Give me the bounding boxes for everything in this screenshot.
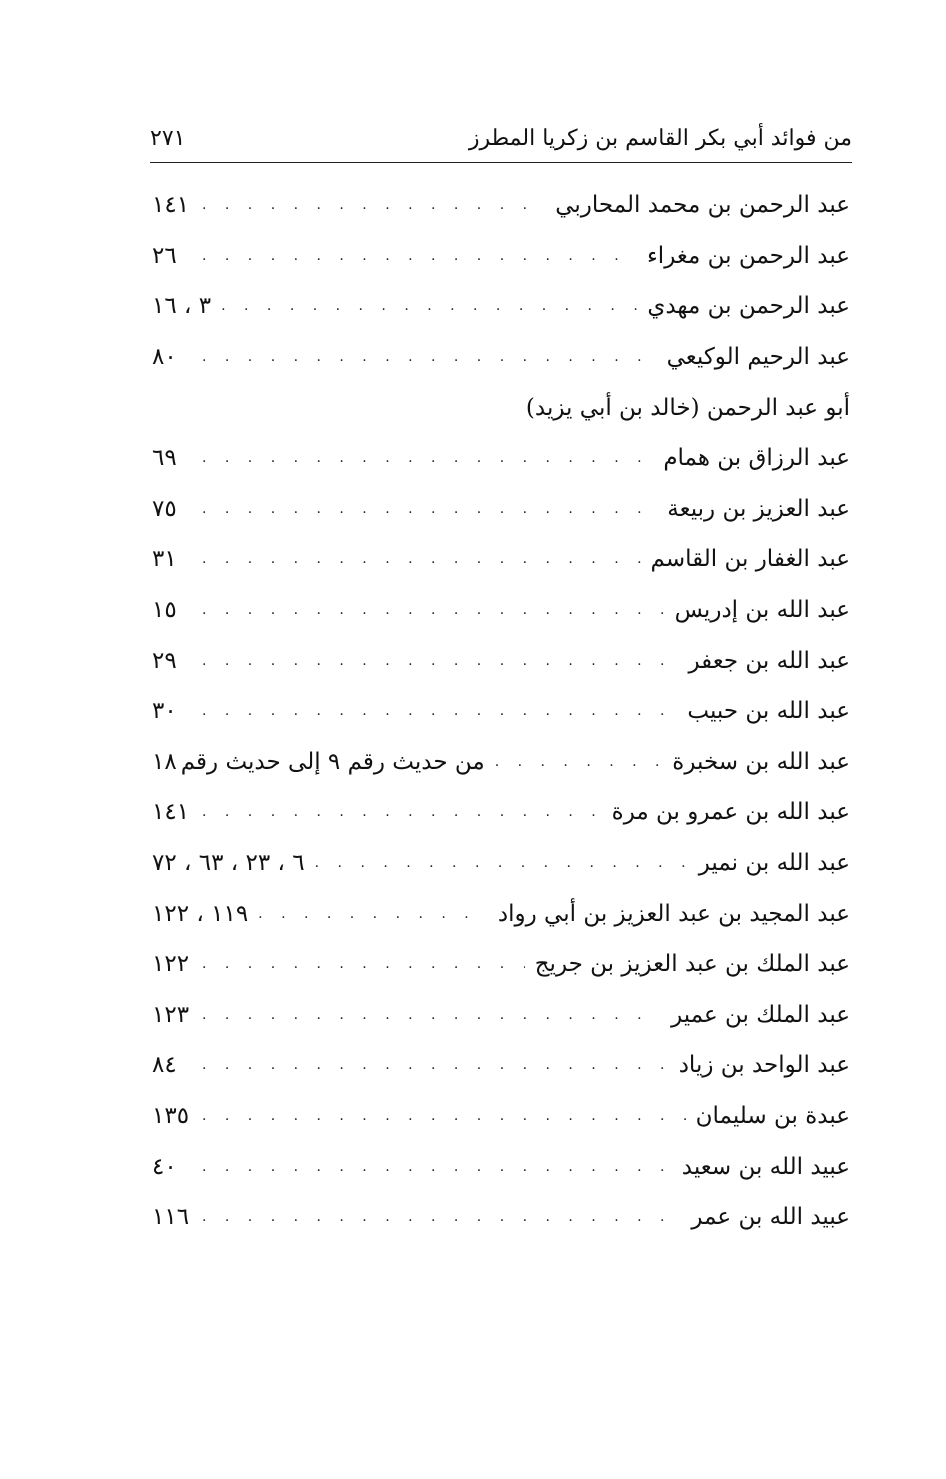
entry-pages: ٨٠ xyxy=(152,344,177,371)
index-entry xyxy=(152,281,850,332)
dot-leader xyxy=(202,1207,681,1227)
entry-name: عبيد الله بن عمر xyxy=(691,1204,850,1231)
entry-name: عبد الله بن حبيب xyxy=(687,698,850,725)
entry-pages: ١٢٢ xyxy=(152,951,190,978)
dot-leader xyxy=(202,195,545,215)
dot-leader xyxy=(202,600,665,620)
entry-pages: ١٢٣ xyxy=(152,1001,190,1028)
dot-leader xyxy=(315,853,689,873)
entry-name: عبد الله بن إدريس xyxy=(674,597,850,624)
index-entry xyxy=(152,990,850,1041)
index-entry xyxy=(152,585,850,636)
entry-name: عبد الغفار بن القاسم xyxy=(650,546,850,573)
index-entry xyxy=(152,787,850,838)
dot-leader xyxy=(495,752,663,772)
index-entry xyxy=(152,686,850,737)
entry-name: عبد الرزاق بن همام xyxy=(663,445,850,472)
dot-leader xyxy=(202,499,657,519)
entry-name: عبد الرحمن بن مغراء xyxy=(646,242,850,269)
entry-pages: ١٥ xyxy=(152,597,177,624)
entry-pages: ٧٥ xyxy=(152,495,177,522)
entry-note: من حديث رقم ٩ إلى حديث رقم xyxy=(180,748,485,775)
entry-name: عبد العزيز بن ربيعة xyxy=(667,495,850,522)
dot-leader xyxy=(202,701,677,721)
dot-leader xyxy=(202,246,637,266)
dot-leader xyxy=(202,651,678,671)
name-index-list xyxy=(152,180,850,1242)
index-entry xyxy=(152,231,850,282)
dot-leader xyxy=(202,549,641,569)
dot-leader xyxy=(221,296,637,316)
page-number: ٢٧١ xyxy=(150,125,186,151)
index-entry xyxy=(152,939,850,990)
entry-pages: ٣٠ xyxy=(152,698,177,725)
index-entry xyxy=(152,635,850,686)
index-entry xyxy=(152,888,850,939)
entry-name: عبدة بن سليمان xyxy=(695,1102,850,1129)
index-entry xyxy=(152,1141,850,1192)
index-entry xyxy=(152,332,850,383)
entry-name: عبد الملك بن عبد العزيز بن جريج xyxy=(534,951,850,978)
index-entry xyxy=(152,534,850,585)
entry-pages: ٦ ، ٢٣ ، ٦٣ ، ٧٢ xyxy=(152,850,305,877)
dot-leader xyxy=(202,347,657,367)
entry-pages: ٣١ xyxy=(152,546,177,573)
index-entry xyxy=(152,484,850,535)
entry-name: عبد الله بن نمير xyxy=(698,850,850,877)
entry-pages: ١٨ xyxy=(152,748,177,775)
dot-leader xyxy=(258,904,488,924)
entry-pages: ٢٦ xyxy=(152,242,177,269)
entry-pages: ١١٩ ، ١٢٢ xyxy=(152,900,249,927)
index-entry xyxy=(152,838,850,889)
running-header xyxy=(150,118,852,158)
entry-pages: ٣ ، ١٦ xyxy=(152,293,212,320)
entry-name: عبد الرحيم الوكيعي xyxy=(666,344,850,371)
index-entry xyxy=(152,1091,850,1142)
entry-pages: ١١٦ xyxy=(152,1204,190,1231)
entry-name: عبد الله بن عمرو بن مرة xyxy=(611,799,850,826)
dot-leader xyxy=(202,1055,669,1075)
entry-pages: ٢٩ xyxy=(152,647,177,674)
entry-pages: ١٤١ xyxy=(152,192,190,219)
running-title: من فوائد أبي بكر القاسم بن زكريا المطرز xyxy=(468,125,852,151)
dot-leader xyxy=(202,1005,661,1025)
entry-name: عبد الرحمن بن مهدي xyxy=(647,293,850,320)
entry-name: عبد الملك بن عمير xyxy=(671,1001,850,1028)
index-entry xyxy=(152,382,850,433)
entry-name: عبد الله بن جعفر xyxy=(688,647,850,674)
dot-leader xyxy=(202,448,653,468)
entry-name: أبو عبد الرحمن (خالد بن أبي يزيد) xyxy=(525,394,850,421)
entry-name: عبد الرحمن بن محمد المحاربي xyxy=(555,192,850,219)
index-entry xyxy=(152,1040,850,1091)
dot-leader xyxy=(202,1106,686,1126)
index-entry xyxy=(152,737,850,788)
entry-name: عبد الله بن سخبرة xyxy=(672,748,850,775)
entry-pages: ٤٠ xyxy=(152,1153,177,1180)
entry-pages: ٦٩ xyxy=(152,445,177,472)
index-entry xyxy=(152,1192,850,1243)
dot-leader xyxy=(202,954,525,974)
header-rule xyxy=(150,162,852,163)
entry-name: عبد المجيد بن عبد العزيز بن أبي رواد xyxy=(497,900,850,927)
index-entry xyxy=(152,180,850,231)
entry-pages: ١٣٥ xyxy=(152,1102,190,1129)
entry-name: عبد الواحد بن زياد xyxy=(678,1052,850,1079)
entry-name: عبيد الله بن سعيد xyxy=(681,1153,850,1180)
entry-pages: ٨٤ xyxy=(152,1052,177,1079)
dot-leader xyxy=(202,802,602,822)
index-entry xyxy=(152,433,850,484)
dot-leader xyxy=(202,1157,672,1177)
entry-pages: ١٤١ xyxy=(152,799,190,826)
